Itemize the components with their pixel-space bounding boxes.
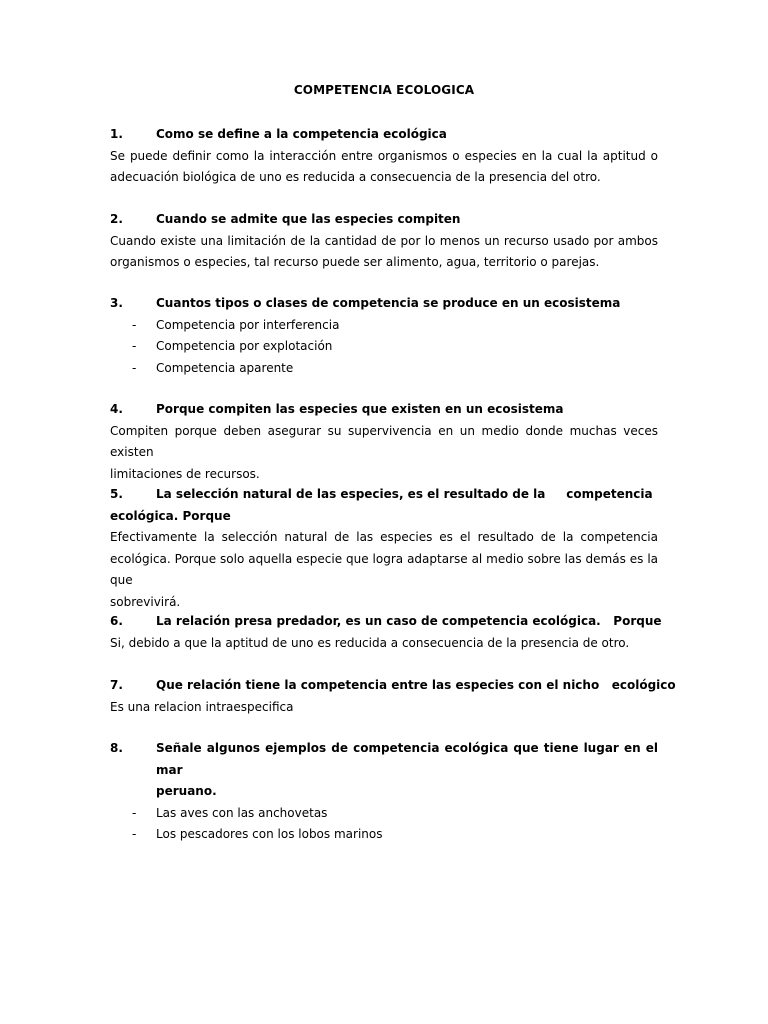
list-item [110,315,658,337]
answer-4 [110,421,658,486]
answer-line: Compiten porque deben asegurar su supervivencia en un medio donde muchas veces existen [110,423,658,459]
question-text: Que relación tiene la competencia entre las especies con el nicho ecológico [156,678,676,692]
question-number: 7. [110,678,123,692]
question-2 [110,209,658,231]
section-1 [110,124,658,189]
question-6 [110,611,662,633]
answer-line: organismos o especies, tal recurso puede ser alimento, agua, territorio o parejas. [110,255,600,269]
question-text: Porque compiten las especies que existen en un ecosistema [156,402,564,416]
answer-2 [110,231,658,274]
list-item-text: Competencia aparente [156,360,294,375]
list-item [110,803,658,825]
question-number: 5. [110,487,123,501]
question-number: 1. [110,127,123,141]
answer-1 [110,146,658,189]
list-item-text: Competencia por interferencia [156,317,340,332]
bullet-list [110,803,658,846]
question-4 [110,399,658,421]
section-4 [110,399,658,485]
answer-6 [110,633,658,655]
question-number: 2. [110,212,123,226]
question-text: Cuantos tipos o clases de competencia se produce en un ecosistema [156,296,621,310]
dash-bullet: - [132,360,137,375]
dash-bullet: - [132,827,137,841]
question-text: La relación presa predador, es un caso de competencia ecológica. Porque [156,614,662,628]
question-number: 6. [110,614,123,628]
section-2 [110,209,658,274]
question-1 [110,124,658,146]
answer-line: Efectivamente la selección natural de las especies es el resultado de la competencia [110,530,658,544]
list-item [110,336,658,358]
answer-7 [110,697,658,719]
dash-bullet: - [132,805,137,820]
question-text: La selección natural de las especies, es el resultado de la competencia [156,487,653,501]
list-item [110,358,658,380]
question-text: Cuando se admite que las especies compiten [156,212,461,226]
question-5 [110,484,658,506]
answer-5 [110,527,658,613]
list-item-text: Los pescadores con los lobos marinos [156,827,383,841]
question-number: 3. [110,296,123,310]
question-text: Como se define a la competencia ecológica [156,127,447,141]
section-8 [110,738,658,846]
section-5 [110,484,658,613]
answer-line: ecológica. Porque solo aquella especie que logra adaptarse al medio sobre las demás es la que [110,551,658,587]
question-8-continued [110,781,658,803]
answer-line: sobrevivirá. [110,594,181,609]
section-7 [110,675,676,718]
question-8 [110,738,658,781]
list-item [110,824,658,846]
question-5-continued [110,506,658,528]
answer-line: adecuación biológica de uno es reducida a consecuencia de la presencia del otro. [110,170,601,184]
question-text: ecológica. Porque [110,508,231,523]
page-title: COMPETENCIA ECOLOGICA [293,83,475,97]
answer-line: Cuando existe una limitación de la cantidad de por lo menos un recurso usado por ambos [110,233,658,248]
bullet-list [110,315,658,380]
section-3 [110,293,658,379]
list-item-text: Competencia por explotación [156,339,333,353]
question-number: 4. [110,402,123,416]
question-number: 8. [110,741,123,755]
question-3 [110,293,658,315]
dash-bullet: - [132,317,137,332]
dash-bullet: - [132,339,137,353]
question-7 [110,675,676,697]
answer-line: limitaciones de recursos. [110,466,260,481]
question-text: Señale algunos ejemplos de competencia ecológica que tiene lugar en el mar [156,741,658,777]
section-6 [110,611,662,654]
question-text: peruano. [156,784,217,798]
list-item-text: Las aves con las anchovetas [156,805,328,820]
answer-line: Se puede definir como la interacción entre organismos o especies en la cual la aptitud o [110,148,658,163]
answer-line: Es una relacion intraespecifica [110,699,294,714]
answer-line: Si, debido a que la aptitud de uno es reducida a consecuencia de la presencia de otro. [110,635,630,650]
